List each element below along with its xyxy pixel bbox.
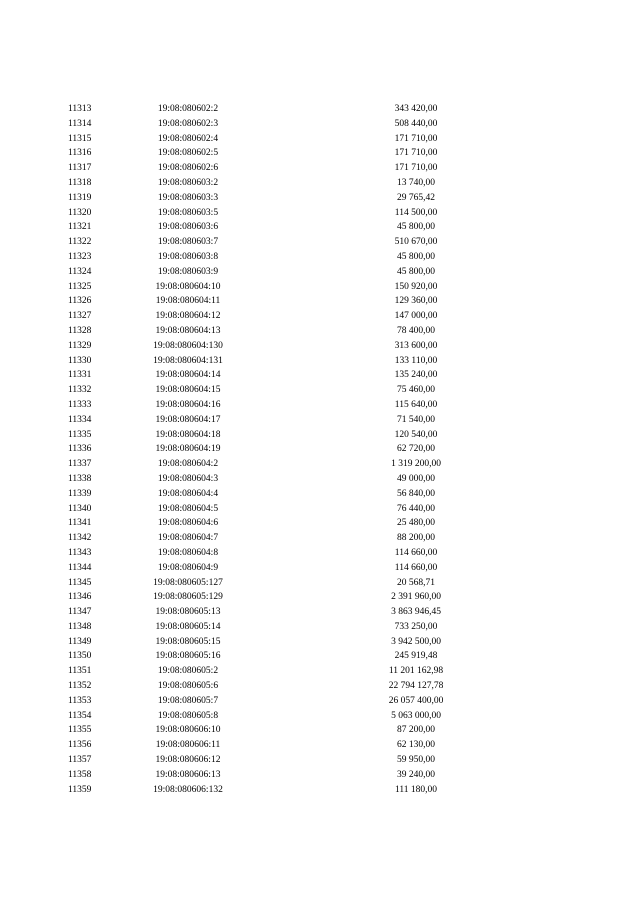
cadastral-number: 19:08:080606:132 bbox=[153, 784, 223, 795]
row-number: 11327 bbox=[68, 311, 92, 322]
table-row bbox=[0, 709, 640, 724]
column-spacer bbox=[240, 783, 364, 798]
table-row bbox=[0, 620, 640, 635]
row-number: 11330 bbox=[68, 355, 92, 366]
cadastral-value: 508 440,00 bbox=[394, 118, 438, 129]
cadastral-value: 26 057 400,00 bbox=[388, 695, 444, 706]
row-number: 11314 bbox=[68, 118, 92, 129]
column-spacer bbox=[240, 280, 364, 295]
table-row bbox=[0, 354, 640, 369]
table-row bbox=[0, 753, 640, 768]
cadastral-number: 19:08:080604:10 bbox=[155, 281, 221, 292]
column-spacer bbox=[240, 324, 364, 339]
row-number: 11326 bbox=[68, 296, 92, 307]
cadastral-value: 129 360,00 bbox=[394, 296, 438, 307]
column-spacer bbox=[240, 664, 364, 679]
row-number: 11323 bbox=[68, 251, 92, 262]
table-row bbox=[0, 605, 640, 620]
table-row bbox=[0, 664, 640, 679]
row-number: 11358 bbox=[68, 769, 92, 780]
cadastral-value: 76 440,00 bbox=[397, 503, 435, 514]
column-spacer bbox=[240, 694, 364, 709]
cadastral-number: 19:08:080604:13 bbox=[155, 325, 221, 336]
cadastral-value: 171 710,00 bbox=[394, 163, 438, 174]
table-row bbox=[0, 294, 640, 309]
column-spacer bbox=[240, 117, 364, 132]
cadastral-number: 19:08:080606:11 bbox=[155, 740, 221, 751]
cadastral-value: 114 500,00 bbox=[394, 207, 438, 218]
cadastral-number: 19:08:080602:2 bbox=[157, 104, 219, 114]
cadastral-value: 62 720,00 bbox=[397, 444, 435, 455]
column-spacer bbox=[240, 516, 364, 531]
cadastral-value: 115 640,00 bbox=[394, 399, 438, 410]
cadastral-number: 19:08:080604:17 bbox=[155, 414, 221, 425]
cadastral-value: 49 000,00 bbox=[397, 473, 435, 484]
cadastral-value: 20 568,71 bbox=[397, 577, 435, 588]
row-number: 11317 bbox=[68, 163, 92, 174]
cadastral-value: 56 840,00 bbox=[397, 488, 435, 499]
table-row bbox=[0, 102, 640, 117]
cadastral-value: 3 863 946,45 bbox=[391, 607, 441, 618]
cadastral-number: 19:08:080602:6 bbox=[157, 163, 219, 174]
cadastral-number: 19:08:080604:14 bbox=[155, 370, 221, 381]
column-spacer bbox=[240, 294, 364, 309]
cadastral-value: 22 794 127,78 bbox=[388, 681, 444, 692]
table-row bbox=[0, 383, 640, 398]
row-number: 11319 bbox=[68, 192, 92, 203]
cadastral-value: 2 391 960,00 bbox=[391, 592, 441, 603]
cadastral-number: 19:08:080604:3 bbox=[157, 473, 219, 484]
column-spacer bbox=[240, 339, 364, 354]
cadastral-value: 25 480,00 bbox=[397, 518, 435, 529]
cadastral-value: 75 460,00 bbox=[397, 385, 435, 396]
row-number: 11350 bbox=[68, 651, 92, 662]
column-spacer bbox=[240, 753, 364, 768]
column-spacer bbox=[240, 768, 364, 783]
row-number: 11341 bbox=[68, 518, 92, 529]
table-row bbox=[0, 265, 640, 280]
cadastral-value: 45 800,00 bbox=[397, 222, 435, 233]
cadastral-number: 19:08:080604:8 bbox=[157, 547, 219, 558]
table-row bbox=[0, 457, 640, 472]
cadastral-value: 78 400,00 bbox=[397, 325, 435, 336]
table-row bbox=[0, 590, 640, 605]
row-number: 11359 bbox=[68, 784, 92, 795]
cadastral-value: 733 250,00 bbox=[394, 621, 438, 632]
cadastral-value: 62 130,00 bbox=[397, 740, 435, 751]
cadastral-number: 19:08:080605:127 bbox=[153, 577, 223, 588]
cadastral-value: 120 540,00 bbox=[394, 429, 438, 440]
column-spacer bbox=[240, 309, 364, 324]
table-row bbox=[0, 250, 640, 265]
column-spacer bbox=[240, 383, 364, 398]
column-spacer bbox=[240, 723, 364, 738]
cadastral-value: 59 950,00 bbox=[397, 755, 435, 766]
cadastral-value: 39 240,00 bbox=[397, 769, 435, 780]
cadastral-value: 88 200,00 bbox=[397, 533, 435, 544]
cadastral-number: 19:08:080603:2 bbox=[157, 177, 219, 188]
row-number: 11335 bbox=[68, 429, 92, 440]
table-row bbox=[0, 516, 640, 531]
cadastral-value: 45 800,00 bbox=[397, 266, 435, 277]
row-number: 11348 bbox=[68, 621, 92, 632]
cadastral-value: 1 319 200,00 bbox=[391, 459, 441, 470]
column-spacer bbox=[240, 576, 364, 591]
column-spacer bbox=[240, 472, 364, 487]
cadastral-value: 245 919,48 bbox=[394, 651, 438, 662]
row-number: 11321 bbox=[68, 222, 92, 233]
column-spacer bbox=[240, 250, 364, 265]
table-row bbox=[0, 398, 640, 413]
column-spacer bbox=[240, 368, 364, 383]
cadastral-number: 19:08:080604:15 bbox=[155, 385, 221, 396]
cadastral-value: 313 600,00 bbox=[394, 340, 438, 351]
table-row bbox=[0, 649, 640, 664]
row-number: 11336 bbox=[68, 444, 92, 455]
document-table bbox=[0, 102, 640, 797]
cadastral-value: 171 710,00 bbox=[394, 133, 438, 144]
row-number: 11355 bbox=[68, 725, 92, 736]
table-row bbox=[0, 220, 640, 235]
cadastral-value: 114 660,00 bbox=[394, 562, 438, 573]
row-number: 11322 bbox=[68, 237, 92, 248]
cadastral-number: 19:08:080604:11 bbox=[155, 296, 221, 307]
column-spacer bbox=[240, 649, 364, 664]
row-number: 11340 bbox=[68, 503, 92, 514]
cadastral-number: 19:08:080602:4 bbox=[157, 133, 219, 144]
cadastral-number: 19:08:080605:13 bbox=[155, 607, 221, 618]
row-number: 11337 bbox=[68, 459, 92, 470]
cadastral-value: 45 800,00 bbox=[397, 251, 435, 262]
cadastral-number: 19:08:080605:2 bbox=[157, 666, 219, 677]
table-row bbox=[0, 176, 640, 191]
row-number: 11333 bbox=[68, 399, 92, 410]
cadastral-number: 19:08:080605:129 bbox=[153, 592, 223, 603]
row-number: 11316 bbox=[68, 148, 92, 159]
cadastral-number: 19:08:080604:16 bbox=[155, 399, 221, 410]
table-row bbox=[0, 561, 640, 576]
cadastral-number: 19:08:080605:6 bbox=[157, 681, 219, 692]
table-row bbox=[0, 576, 640, 591]
cadastral-value: 5 063 000,00 bbox=[391, 710, 441, 721]
row-number: 11342 bbox=[68, 533, 92, 544]
cadastral-number: 19:08:080603:8 bbox=[157, 251, 219, 262]
table-row bbox=[0, 768, 640, 783]
table-row bbox=[0, 472, 640, 487]
cadastral-value: 87 200,00 bbox=[397, 725, 435, 736]
table-row bbox=[0, 280, 640, 295]
table-row bbox=[0, 235, 640, 250]
cadastral-number: 19:08:080604:19 bbox=[155, 444, 221, 455]
column-spacer bbox=[240, 176, 364, 191]
table-row bbox=[0, 206, 640, 221]
row-number: 11338 bbox=[68, 473, 92, 484]
cadastral-number: 19:08:080604:7 bbox=[157, 533, 219, 544]
row-number: 11332 bbox=[68, 385, 92, 396]
column-spacer bbox=[240, 457, 364, 472]
cadastral-number: 19:08:080604:9 bbox=[157, 562, 219, 573]
cadastral-value: 343 420,00 bbox=[394, 104, 438, 114]
cadastral-value: 111 180,00 bbox=[394, 784, 438, 795]
table-row bbox=[0, 723, 640, 738]
column-spacer bbox=[240, 561, 364, 576]
row-number: 11357 bbox=[68, 755, 92, 766]
column-spacer bbox=[240, 102, 364, 117]
row-number: 11328 bbox=[68, 325, 92, 336]
cadastral-value: 3 942 500,00 bbox=[391, 636, 441, 647]
column-spacer bbox=[240, 191, 364, 206]
column-spacer bbox=[240, 679, 364, 694]
cadastral-number: 19:08:080605:14 bbox=[155, 621, 221, 632]
column-spacer bbox=[240, 546, 364, 561]
cadastral-number: 19:08:080604:2 bbox=[157, 459, 219, 470]
cadastral-number: 19:08:080604:6 bbox=[157, 518, 219, 529]
table-row bbox=[0, 442, 640, 457]
cadastral-value: 133 110,00 bbox=[394, 355, 438, 366]
table-row bbox=[0, 161, 640, 176]
row-number: 11318 bbox=[68, 177, 92, 188]
column-spacer bbox=[240, 738, 364, 753]
row-number: 11315 bbox=[68, 133, 92, 144]
row-number: 11343 bbox=[68, 547, 92, 558]
table-row bbox=[0, 309, 640, 324]
row-number: 11320 bbox=[68, 207, 92, 218]
cadastral-number: 19:08:080604:4 bbox=[157, 488, 219, 499]
column-spacer bbox=[240, 146, 364, 161]
table-row bbox=[0, 487, 640, 502]
cadastral-number: 19:08:080606:13 bbox=[155, 769, 221, 780]
table-row bbox=[0, 368, 640, 383]
cadastral-value: 29 765,42 bbox=[397, 192, 435, 203]
column-spacer bbox=[240, 605, 364, 620]
cadastral-number: 19:08:080602:5 bbox=[157, 148, 219, 159]
column-spacer bbox=[240, 428, 364, 443]
row-number: 11352 bbox=[68, 681, 92, 692]
column-spacer bbox=[240, 354, 364, 369]
column-spacer bbox=[240, 487, 364, 502]
cadastral-number: 19:08:080604:12 bbox=[155, 311, 221, 322]
column-spacer bbox=[240, 590, 364, 605]
column-spacer bbox=[240, 398, 364, 413]
row-number: 11354 bbox=[68, 710, 92, 721]
row-number: 11344 bbox=[68, 562, 92, 573]
column-spacer bbox=[240, 235, 364, 250]
row-number: 11329 bbox=[68, 340, 92, 351]
cadastral-value: 147 000,00 bbox=[394, 311, 438, 322]
column-spacer bbox=[240, 132, 364, 147]
cadastral-number: 19:08:080603:5 bbox=[157, 207, 219, 218]
row-number: 11347 bbox=[68, 607, 92, 618]
row-number: 11351 bbox=[68, 666, 92, 677]
table-row bbox=[0, 679, 640, 694]
cadastral-value: 71 540,00 bbox=[397, 414, 435, 425]
row-number: 11346 bbox=[68, 592, 92, 603]
table-row bbox=[0, 117, 640, 132]
table-row bbox=[0, 531, 640, 546]
table-row bbox=[0, 694, 640, 709]
table-row bbox=[0, 413, 640, 428]
column-spacer bbox=[240, 265, 364, 280]
table-row bbox=[0, 546, 640, 561]
column-spacer bbox=[240, 531, 364, 546]
table-row bbox=[0, 783, 640, 798]
cadastral-value: 510 670,00 bbox=[394, 237, 438, 248]
row-number: 11331 bbox=[68, 370, 92, 381]
column-spacer bbox=[240, 502, 364, 517]
cadastral-number: 19:08:080604:18 bbox=[155, 429, 221, 440]
row-number: 11356 bbox=[68, 740, 92, 751]
cadastral-number: 19:08:080606:12 bbox=[155, 755, 221, 766]
cadastral-number: 19:08:080605:8 bbox=[157, 710, 219, 721]
cadastral-value: 13 740,00 bbox=[397, 177, 435, 188]
row-number: 11339 bbox=[68, 488, 92, 499]
cadastral-number: 19:08:080604:130 bbox=[153, 340, 223, 351]
table-row bbox=[0, 339, 640, 354]
row-number: 11349 bbox=[68, 636, 92, 647]
table-row bbox=[0, 132, 640, 147]
column-spacer bbox=[240, 161, 364, 176]
cadastral-value: 11 201 162,98 bbox=[388, 666, 444, 677]
cadastral-number: 19:08:080603:6 bbox=[157, 222, 219, 233]
table-row bbox=[0, 191, 640, 206]
table-row bbox=[0, 502, 640, 517]
column-spacer bbox=[240, 413, 364, 428]
table-row bbox=[0, 738, 640, 753]
column-spacer bbox=[240, 620, 364, 635]
cadastral-value: 114 660,00 bbox=[394, 547, 438, 558]
column-spacer bbox=[240, 709, 364, 724]
cadastral-number: 19:08:080606:10 bbox=[155, 725, 221, 736]
table-row bbox=[0, 146, 640, 161]
row-number: 11334 bbox=[68, 414, 92, 425]
cadastral-number: 19:08:080605:7 bbox=[157, 695, 219, 706]
cadastral-value: 135 240,00 bbox=[394, 370, 438, 381]
cadastral-number: 19:08:080604:5 bbox=[157, 503, 219, 514]
cadastral-number: 19:08:080602:3 bbox=[157, 118, 219, 129]
cadastral-number: 19:08:080604:131 bbox=[153, 355, 223, 366]
table-row bbox=[0, 428, 640, 443]
row-number: 11325 bbox=[68, 281, 92, 292]
column-spacer bbox=[240, 442, 364, 457]
cadastral-number: 19:08:080605:15 bbox=[155, 636, 221, 647]
cadastral-number: 19:08:080605:16 bbox=[155, 651, 221, 662]
cadastral-value: 150 920,00 bbox=[394, 281, 438, 292]
table-row bbox=[0, 324, 640, 339]
row-number: 11313 bbox=[68, 104, 92, 114]
column-spacer bbox=[240, 635, 364, 650]
row-number: 11324 bbox=[68, 266, 92, 277]
cadastral-number: 19:08:080603:9 bbox=[157, 266, 219, 277]
column-spacer bbox=[240, 220, 364, 235]
cadastral-number: 19:08:080603:7 bbox=[157, 237, 219, 248]
table-row bbox=[0, 635, 640, 650]
row-number: 11345 bbox=[68, 577, 92, 588]
cadastral-number: 19:08:080603:3 bbox=[157, 192, 219, 203]
row-number: 11353 bbox=[68, 695, 92, 706]
column-spacer bbox=[240, 206, 364, 221]
cadastral-value: 171 710,00 bbox=[394, 148, 438, 159]
